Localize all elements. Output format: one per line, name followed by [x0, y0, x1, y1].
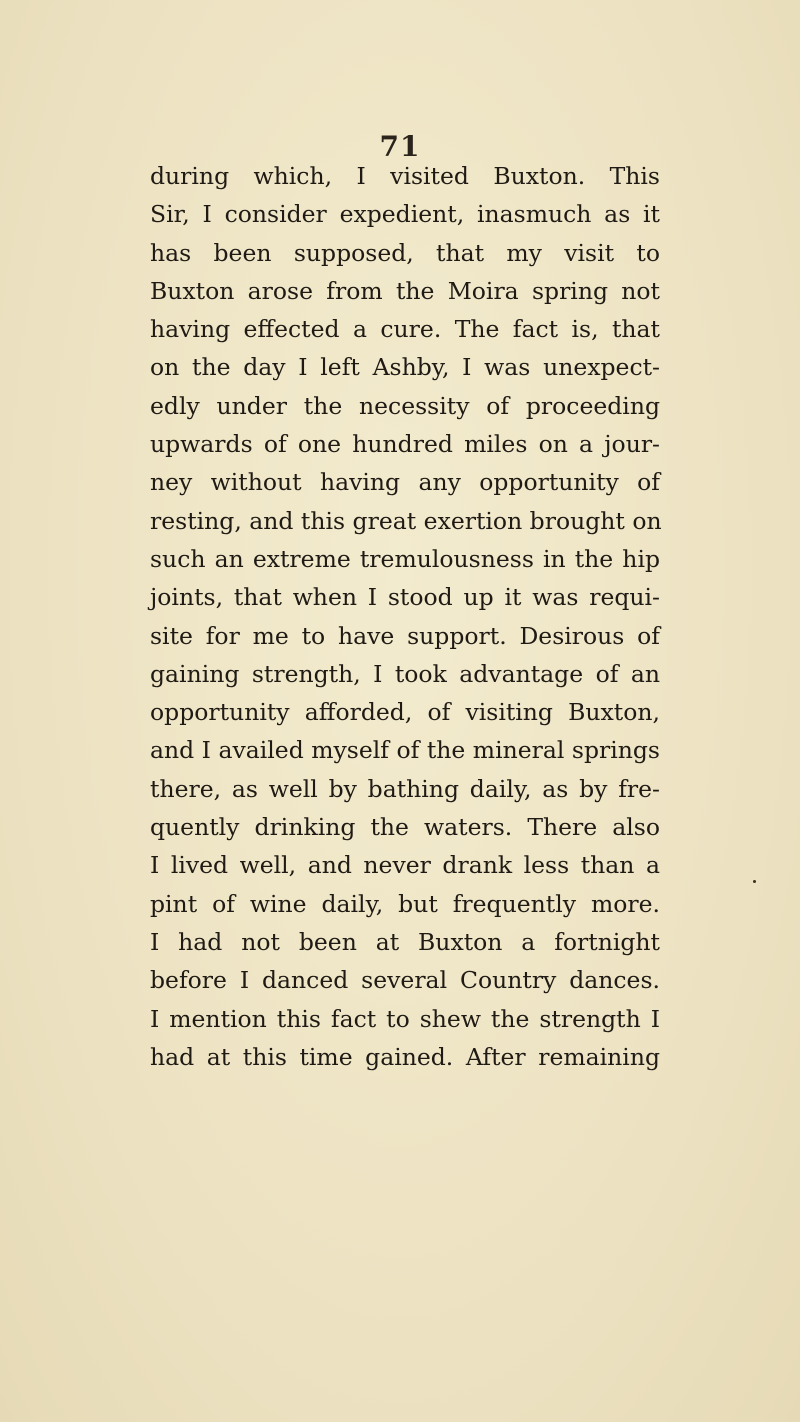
text-line: I mention this fact to shew the strength I [150, 1004, 660, 1033]
text-line: resting, and this great exertion brought on [150, 506, 662, 535]
text-line: on the day I left Ashby, I was unexpect- [150, 353, 660, 382]
text-line: and I availed myself of the mineral springs [150, 736, 660, 765]
text-line: there, as well by bathing daily, as by fre- [150, 774, 660, 803]
text-line: before I danced several Country dances. [150, 966, 660, 995]
page-number: 71 [379, 130, 421, 163]
text-line: ney without having any opportunity of [150, 468, 660, 497]
text-line: has been supposed, that my visit to [150, 238, 660, 267]
text-line: such an extreme tremulousness in the hip [150, 544, 660, 573]
text-line: Sir, I consider expedient, inasmuch as it [150, 200, 660, 229]
text-line: having effected a cure. The fact is, that [150, 315, 660, 344]
paper-speck [753, 880, 756, 883]
text-line: Buxton arose from the Moira spring not [150, 276, 660, 305]
text-line: I lived well, and never drank less than a [150, 851, 660, 880]
text-line: site for me to have support. Desirous of [150, 621, 660, 650]
text-line: gaining strength, I took advantage of an [150, 659, 660, 688]
text-line: had at this time gained. After remaining [150, 1042, 660, 1071]
body-text [150, 157, 660, 1076]
text-line: edly under the necessity of proceeding [150, 391, 660, 420]
text-line: upwards of one hundred miles on a jour- [150, 430, 660, 459]
text-line: pint of wine daily, but frequently more. [150, 889, 660, 918]
text-line: joints, that when I stood up it was requi- [150, 583, 660, 612]
text-line: during which, I visited Buxton. This [150, 162, 660, 190]
text-line: quently drinking the waters. There also [150, 813, 660, 842]
text-line: opportunity afforded, of visiting Buxton, [150, 698, 660, 727]
text-line: I had not been at Buxton a fortnight [150, 927, 660, 956]
